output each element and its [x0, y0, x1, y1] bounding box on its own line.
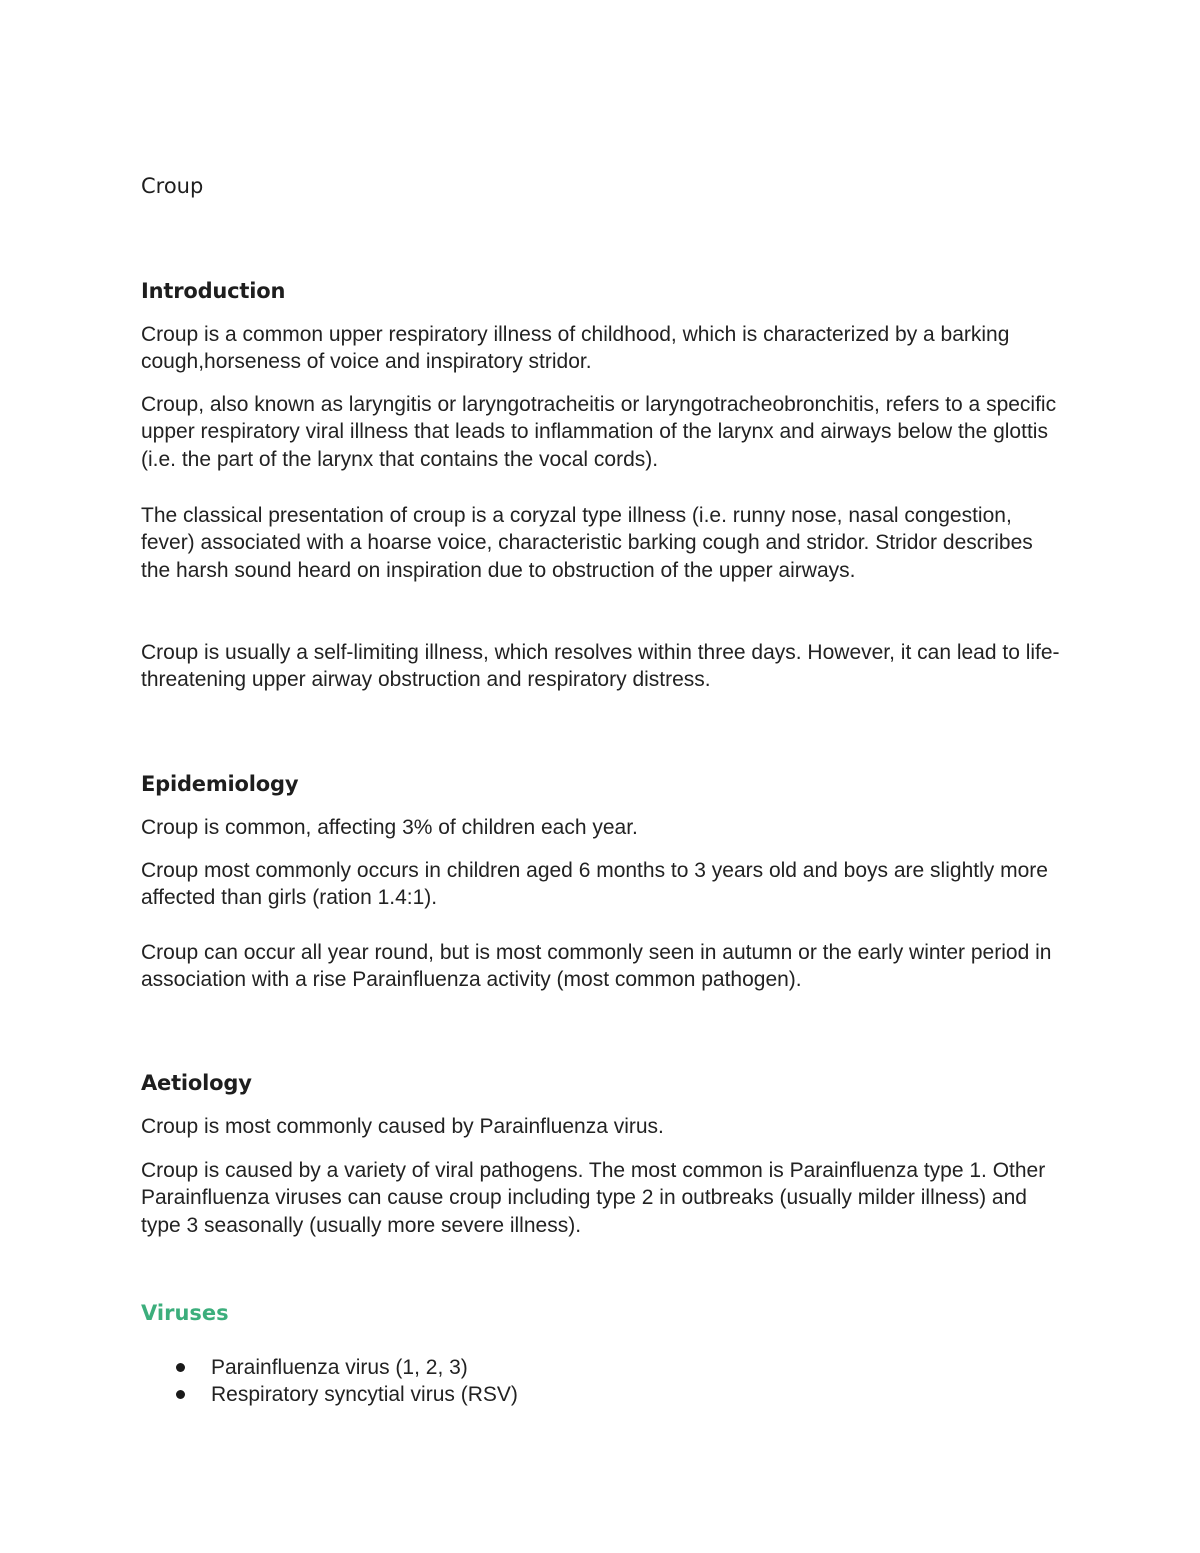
aetiology-paragraph-2-block	[141, 1157, 1061, 1239]
viruses-heading-block	[141, 1299, 1061, 1327]
epidemiology-paragraph: Croup can occur all year round, but is most commonly seen in autumn or the early winter period in association with a rise Parainfluenza activity (most common pathogen).	[141, 941, 1052, 992]
introduction-paragraph: The classical presentation of croup is a coryzal type illness (i.e. runny nose, nasal congestion, fever) associated with a hoarse voice, characteristic barking cough and stridor. Stridor describes the harsh sound heard on inspiration due to obstruction of the upper airways.	[141, 504, 1033, 582]
introduction-paragraph-3-block	[141, 502, 1061, 584]
list-item	[141, 1381, 1061, 1408]
bullet-icon	[176, 1390, 185, 1399]
epidemiology-paragraph-1-block	[141, 814, 1061, 841]
epidemiology-paragraph-2-block	[141, 857, 1061, 912]
epidemiology-heading-block	[141, 770, 1061, 798]
aetiology-paragraph: Croup is most commonly caused by Parainfluenza virus.	[141, 1115, 664, 1138]
viruses-heading: Viruses	[141, 1301, 229, 1325]
viruses-list	[141, 1354, 1061, 1409]
epidemiology-heading: Epidemiology	[141, 772, 299, 796]
document-title: Croup	[141, 174, 204, 198]
epidemiology-paragraph-3-block	[141, 939, 1061, 994]
introduction-paragraph-1-block	[141, 321, 1061, 376]
virus-item-label: Respiratory syncytial virus (RSV)	[211, 1383, 518, 1407]
bullet-icon	[176, 1363, 185, 1372]
list-item	[141, 1354, 1061, 1381]
aetiology-paragraph-1-block	[141, 1113, 1061, 1140]
aetiology-heading: Aetiology	[141, 1071, 252, 1095]
aetiology-heading-block	[141, 1069, 1061, 1097]
epidemiology-paragraph: Croup is common, affecting 3% of children each year.	[141, 816, 638, 839]
epidemiology-paragraph: Croup most commonly occurs in children aged 6 months to 3 years old and boys are slightly more affected than girls (ration 1.4:1).	[141, 859, 1048, 910]
virus-item-label: Parainfluenza virus (1, 2, 3)	[211, 1356, 468, 1379]
introduction-paragraph: Croup, also known as laryngitis or laryngotracheitis or laryngotracheobronchitis, refers to a specific upper respiratory viral illness that leads to inflammation of the larynx and airways below the glottis (i.e. the part of the larynx that contains the vocal cords).	[141, 393, 1057, 471]
introduction-paragraph-2-block	[141, 391, 1061, 473]
aetiology-paragraph: Croup is caused by a variety of viral pathogens. The most common is Parainfluenza type 1. Other Parainfluenza viruses can cause croup including type 2 in outbreaks (usually milder illness) and type 3 seasonally (usually more severe illness).	[141, 1159, 1046, 1237]
introduction-paragraph-4-block	[141, 639, 1061, 694]
introduction-paragraph: Croup is a common upper respiratory illness of childhood, which is characterized by a barking cough,horseness of voice and inspiratory stridor.	[141, 323, 1010, 374]
introduction-heading-block	[141, 277, 1061, 305]
introduction-heading: Introduction	[141, 279, 286, 303]
document-title-block	[141, 172, 1061, 200]
introduction-paragraph: Croup is usually a self-limiting illness, which resolves within three days. However, it can lead to life-threatening upper airway obstruction and respiratory distress.	[141, 641, 1060, 692]
